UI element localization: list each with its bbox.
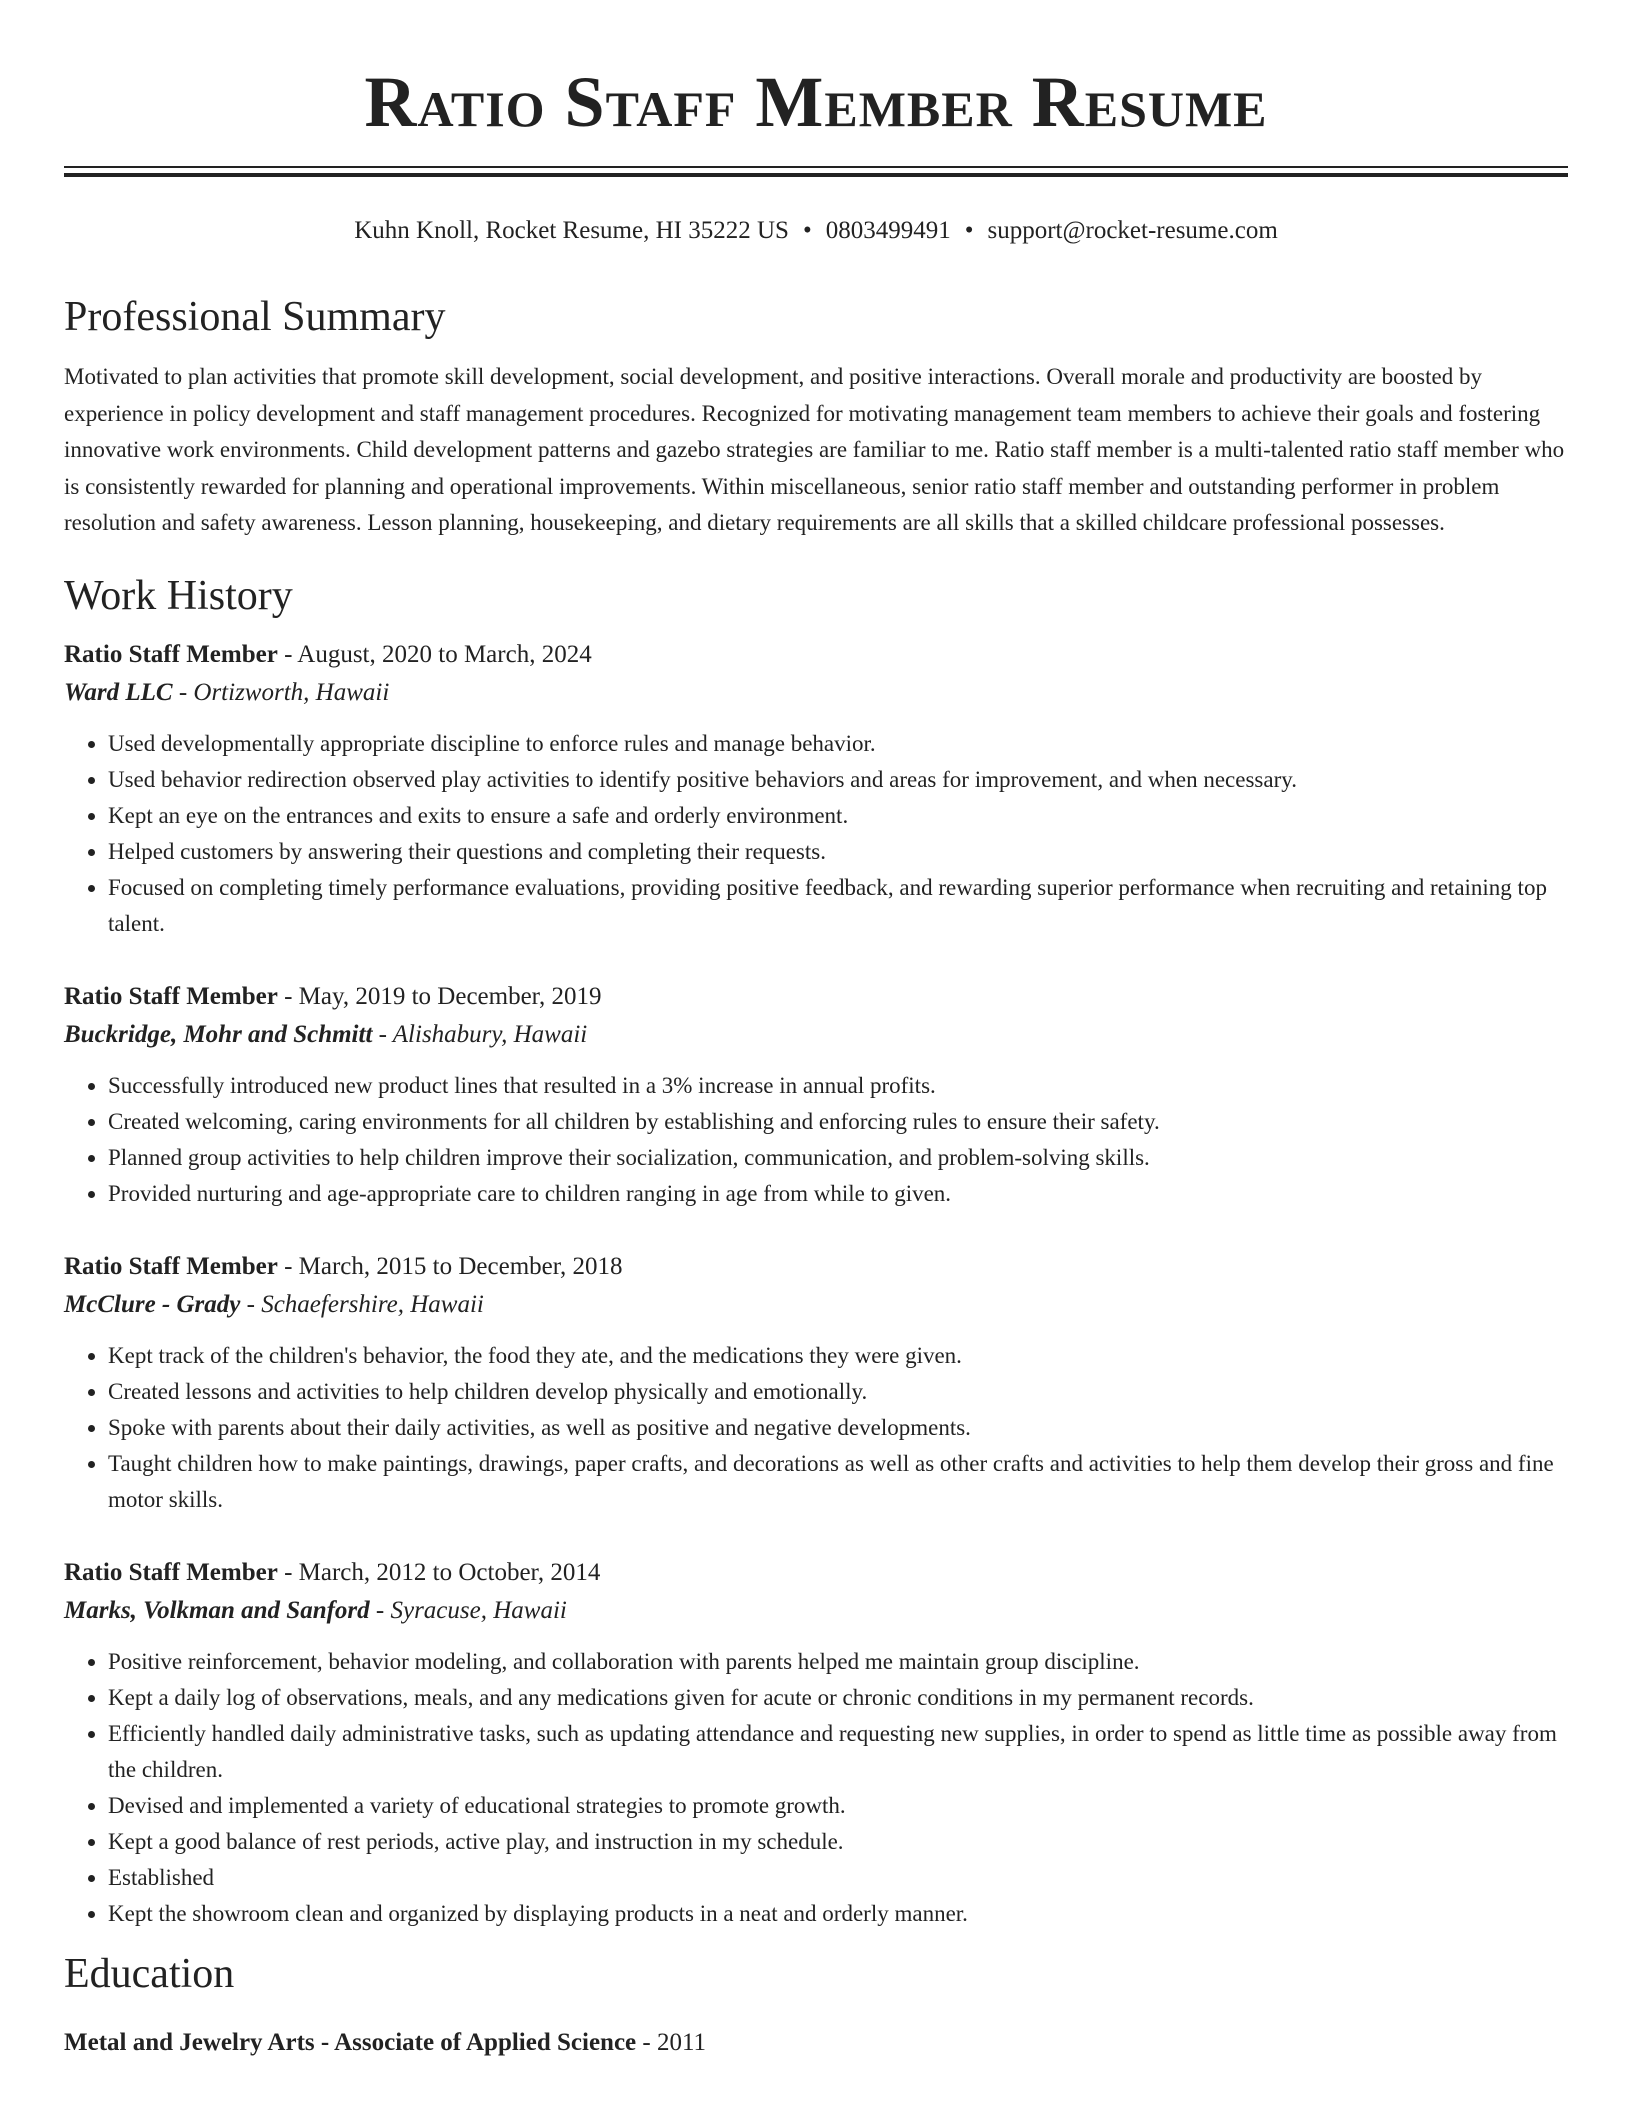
job-title-line bbox=[64, 978, 1568, 1016]
work-entry bbox=[64, 1248, 1568, 1518]
list-item: • Devised and implemented a variety of educational strategies to promote growth. bbox=[108, 1788, 1568, 1824]
list-item: • Planned group activities to help children improve their socialization, communication, and problem-solving skills. bbox=[108, 1140, 1568, 1176]
job-location: - Ortizworth, Hawaii bbox=[172, 678, 390, 706]
list-item: • Spoke with parents about their daily activities, as well as positive and negative developments. bbox=[108, 1410, 1568, 1446]
work-history-list bbox=[64, 636, 1568, 1932]
job-role: Ratio Staff Member bbox=[64, 982, 278, 1010]
job-dates: - March, 2012 to October, 2014 bbox=[277, 1558, 601, 1586]
list-item: • Positive reinforcement, behavior modeling, and collaboration with parents helped me maintain group discipline. bbox=[108, 1644, 1568, 1680]
contact-separator: • bbox=[964, 217, 974, 244]
job-bullet-list bbox=[64, 1068, 1568, 1212]
job-company: McClure - Grady bbox=[64, 1290, 241, 1318]
list-item: • Kept a daily log of observations, meals, and any medications given for acute or chronic conditions in my permanent records. bbox=[108, 1680, 1568, 1716]
job-company: Buckridge, Mohr and Schmitt bbox=[64, 1020, 373, 1048]
job-role: Ratio Staff Member bbox=[64, 1252, 278, 1280]
work-entry bbox=[64, 1554, 1568, 1932]
job-bullet-list bbox=[64, 726, 1568, 942]
contact-address: Kuhn Knoll, Rocket Resume, HI 35222 US bbox=[354, 217, 789, 244]
section-title-work-history: Work History bbox=[64, 572, 293, 619]
job-dates: - May, 2019 to December, 2019 bbox=[277, 982, 602, 1010]
education-list bbox=[64, 2024, 1568, 2062]
job-role: Ratio Staff Member bbox=[64, 1558, 278, 1586]
title-divider bbox=[64, 166, 1568, 177]
job-dates: - August, 2020 to March, 2024 bbox=[277, 640, 592, 668]
list-item: • Efficiently handled daily administrative tasks, such as updating attendance and requesting new supplies, in order to spend as little time as possible away from the children. bbox=[108, 1716, 1568, 1788]
list-item: • Successfully introduced new product lines that resulted in a 3% increase in annual profits. bbox=[108, 1068, 1568, 1104]
list-item: • Used behavior redirection observed play activities to identify positive behaviors and areas for improvement, and when necessary. bbox=[108, 762, 1568, 798]
contact-phone: 0803499491 bbox=[825, 217, 951, 244]
job-dates: - March, 2015 to December, 2018 bbox=[277, 1252, 623, 1280]
job-location: - Schaefershire, Hawaii bbox=[240, 1290, 484, 1318]
list-item: • Taught children how to make paintings, drawings, paper crafts, and decorations as well as other crafts and activities to help them develop their gross and fine motor skills. bbox=[108, 1446, 1568, 1518]
list-item: • Used developmentally appropriate discipline to enforce rules and manage behavior. bbox=[108, 726, 1568, 762]
work-entry bbox=[64, 978, 1568, 1212]
list-item: • Created lessons and activities to help children develop physically and emotionally. bbox=[108, 1374, 1568, 1410]
contact-separator: • bbox=[802, 217, 812, 244]
education-degree: Metal and Jewelry Arts - Associate of Applied Science bbox=[64, 2028, 637, 2056]
job-company-line bbox=[64, 1592, 1568, 1630]
list-item: • Created welcoming, caring environments for all children by establishing and enforcing rules to ensure their safety. bbox=[108, 1104, 1568, 1140]
list-item: • Kept the showroom clean and organized by displaying products in a neat and orderly manner. bbox=[108, 1896, 1568, 1932]
summary-text: Motivated to plan activities that promote skill development, social development, and positive interactions. Overall morale and productivity are boosted by experience in policy development and staff management procedures. Recognized for motivating management team members to achieve their goals and fostering innovative work environments. Child development patterns and gazebo strategies are familiar to me. Ratio staff member is a multi-talented ratio staff member who is consistently rewarded for planning and operational improvements. Within miscellaneous, senior ratio staff member and outstanding performer in problem resolution and safety awareness. Lesson planning, housekeeping, and dietary requirements are all skills that a skilled childcare professional possesses. bbox=[64, 364, 1565, 535]
list-item: • Focused on completing timely performance evaluations, providing positive feedback, and rewarding superior performance when recruiting and retaining top talent. bbox=[108, 870, 1568, 942]
job-title-line bbox=[64, 1248, 1568, 1286]
list-item: • Provided nurturing and age-appropriate care to children ranging in age from while to given. bbox=[108, 1176, 1568, 1212]
work-entry bbox=[64, 636, 1568, 942]
page-title: Ratio Staff Member Resume bbox=[364, 62, 1268, 142]
job-company: Marks, Volkman and Sanford bbox=[64, 1596, 370, 1624]
contact-line bbox=[64, 215, 1568, 247]
list-item: • Helped customers by answering their questions and completing their requests. bbox=[108, 834, 1568, 870]
list-item: • Kept track of the children's behavior, the food they ate, and the medications they were given. bbox=[108, 1338, 1568, 1374]
job-location: - Syracuse, Hawaii bbox=[369, 1596, 567, 1624]
job-company-line bbox=[64, 1286, 1568, 1324]
job-bullet-list bbox=[64, 1644, 1568, 1932]
job-title-line bbox=[64, 1554, 1568, 1592]
education-year: - 2011 bbox=[636, 2028, 707, 2056]
list-item: • Kept a good balance of rest periods, active play, and instruction in my schedule. bbox=[108, 1824, 1568, 1860]
section-title-education: Education bbox=[64, 1950, 235, 1997]
job-company-line bbox=[64, 674, 1568, 712]
job-title-line bbox=[64, 636, 1568, 674]
job-location: - Alishabury, Hawaii bbox=[372, 1020, 588, 1048]
contact-email: support@rocket-resume.com bbox=[987, 217, 1278, 244]
section-title-summary: Professional Summary bbox=[64, 294, 446, 340]
job-company: Ward LLC bbox=[64, 678, 173, 706]
job-bullet-list bbox=[64, 1338, 1568, 1518]
job-company-line bbox=[64, 1016, 1568, 1054]
list-item: • Established bbox=[108, 1860, 1568, 1896]
list-item: • Kept an eye on the entrances and exits to ensure a safe and orderly environment. bbox=[108, 798, 1568, 834]
job-role: Ratio Staff Member bbox=[64, 640, 278, 668]
education-entry bbox=[64, 2024, 1568, 2062]
